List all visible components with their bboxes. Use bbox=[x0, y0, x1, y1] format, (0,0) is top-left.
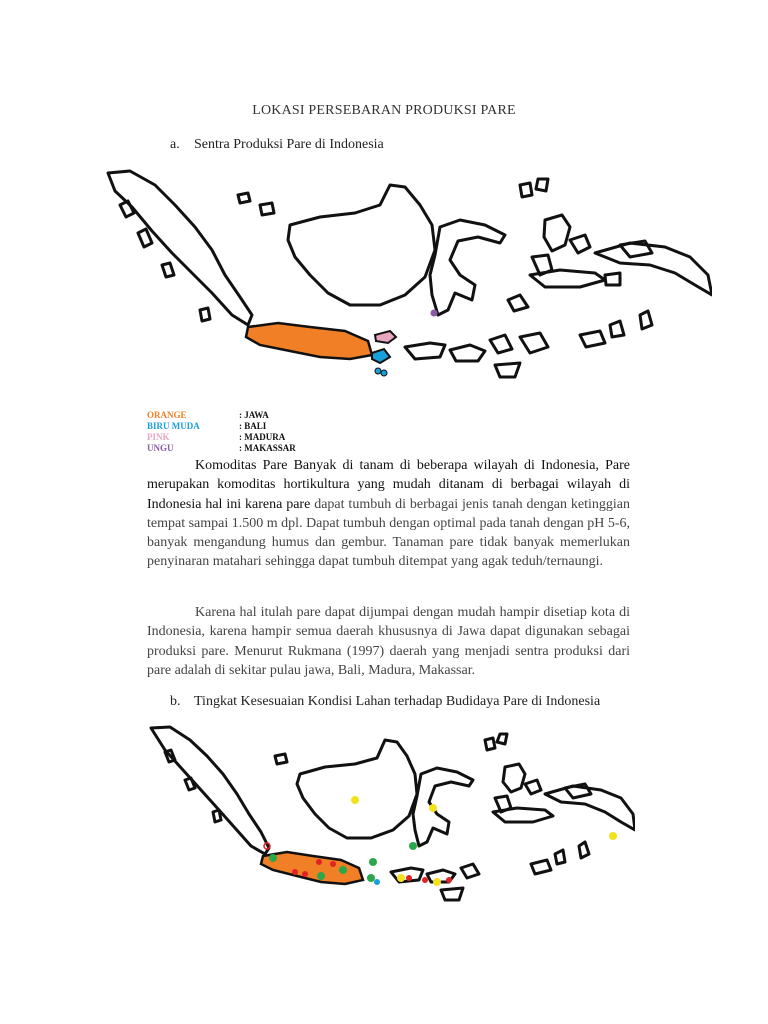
map-region-bali bbox=[372, 349, 390, 363]
map-island-borneo bbox=[297, 740, 417, 838]
section-b-text: Tingkat Kesesuaian Kondisi Lahan terhadap Budidaya Pare di Indonesia bbox=[194, 694, 601, 709]
marker-green bbox=[367, 874, 375, 882]
section-a-marker: a. bbox=[170, 137, 180, 152]
page-title: LOKASI PERSEBARAN PRODUKSI PARE bbox=[252, 103, 516, 118]
paragraph-1-rest: dapat tumbuh di berbagai jenis tanah dengan ketinggian tempat sampai 1.500 m dpl. Dapat tumbuh dengan optimal pada tanah dengan pH 5-6, banyak mengandung humus dan gembur. Tanaman pare tidak banyak memerlukan penyinaran matahari sehingga dapat tumbuh ditempat yang agak teduh/ternaungi. bbox=[147, 496, 630, 570]
legend-key: PINK bbox=[147, 432, 170, 442]
map-island-sumatra bbox=[108, 171, 252, 325]
marker-red bbox=[292, 869, 298, 875]
map-island-sulawesi bbox=[430, 220, 505, 315]
marker-green bbox=[369, 858, 377, 866]
paragraph-1-lead: Komoditas Pare Banyak di tanam di beberapa wilayah di Indonesia, Pare merupakan komoditas hortikultura yang mudah ditanam di berbagai wilayah di Indonesia hal ini karena pare bbox=[147, 458, 630, 512]
legend-value: : BALI bbox=[239, 421, 267, 431]
marker-green bbox=[339, 866, 347, 874]
marker-yellow bbox=[351, 796, 359, 804]
map-island-sulawesi bbox=[413, 768, 473, 846]
legend-value: : JAWA bbox=[239, 410, 269, 420]
map-legend bbox=[147, 410, 296, 454]
legend-key: BIRU MUDA bbox=[147, 421, 200, 431]
marker-green bbox=[317, 872, 325, 880]
legend-row bbox=[147, 432, 296, 443]
map-island-borneo bbox=[288, 185, 435, 305]
legend-key: ORANGE bbox=[147, 410, 187, 420]
marker-yellow bbox=[397, 874, 405, 882]
map-region-jawa bbox=[246, 323, 372, 359]
marker-red bbox=[374, 879, 380, 885]
legend-row bbox=[147, 410, 296, 421]
legend-key: UNGU bbox=[147, 443, 174, 453]
marker-green bbox=[409, 842, 417, 850]
paragraph-2 bbox=[147, 603, 630, 680]
marker-green bbox=[269, 854, 277, 862]
map-region-makassar bbox=[431, 310, 438, 317]
section-a-heading bbox=[170, 137, 384, 153]
map-island-sumatra bbox=[151, 727, 269, 854]
paragraph-1 bbox=[147, 456, 630, 572]
legend-row bbox=[147, 421, 296, 432]
marker-red bbox=[422, 877, 428, 883]
marker-red bbox=[446, 877, 452, 883]
map-region-madura bbox=[375, 331, 396, 343]
section-b-marker: b. bbox=[170, 694, 181, 709]
marker-yellow bbox=[609, 832, 617, 840]
marker-yellow bbox=[433, 878, 441, 886]
marker-red bbox=[316, 859, 322, 865]
legend-row bbox=[147, 443, 296, 454]
marker-red bbox=[302, 871, 308, 877]
legend-value: : MADURA bbox=[239, 432, 286, 442]
indonesia-map-suitability bbox=[145, 722, 635, 917]
section-a-text: Sentra Produksi Pare di Indonesia bbox=[194, 137, 384, 152]
paragraph-2-text: Karena hal itulah pare dapat dijumpai dengan mudah hampir disetiap kota di Indonesia, karena hampir semua daerah khususnya di Jawa dapat digunakan sebagai produksi pare. Menurut Rukmana (1997) daerah yang menjadi sentra produksi dari pare adalah di sekitar pulau jawa, Bali, Madura, Makassar. bbox=[147, 605, 630, 678]
marker-red bbox=[330, 861, 336, 867]
marker-yellow bbox=[429, 804, 437, 812]
map-island-papua bbox=[595, 243, 712, 295]
section-b-heading bbox=[170, 694, 600, 710]
indonesia-map-production bbox=[100, 165, 712, 400]
marker-red bbox=[406, 875, 412, 881]
legend-value: : MAKASSAR bbox=[239, 443, 296, 453]
